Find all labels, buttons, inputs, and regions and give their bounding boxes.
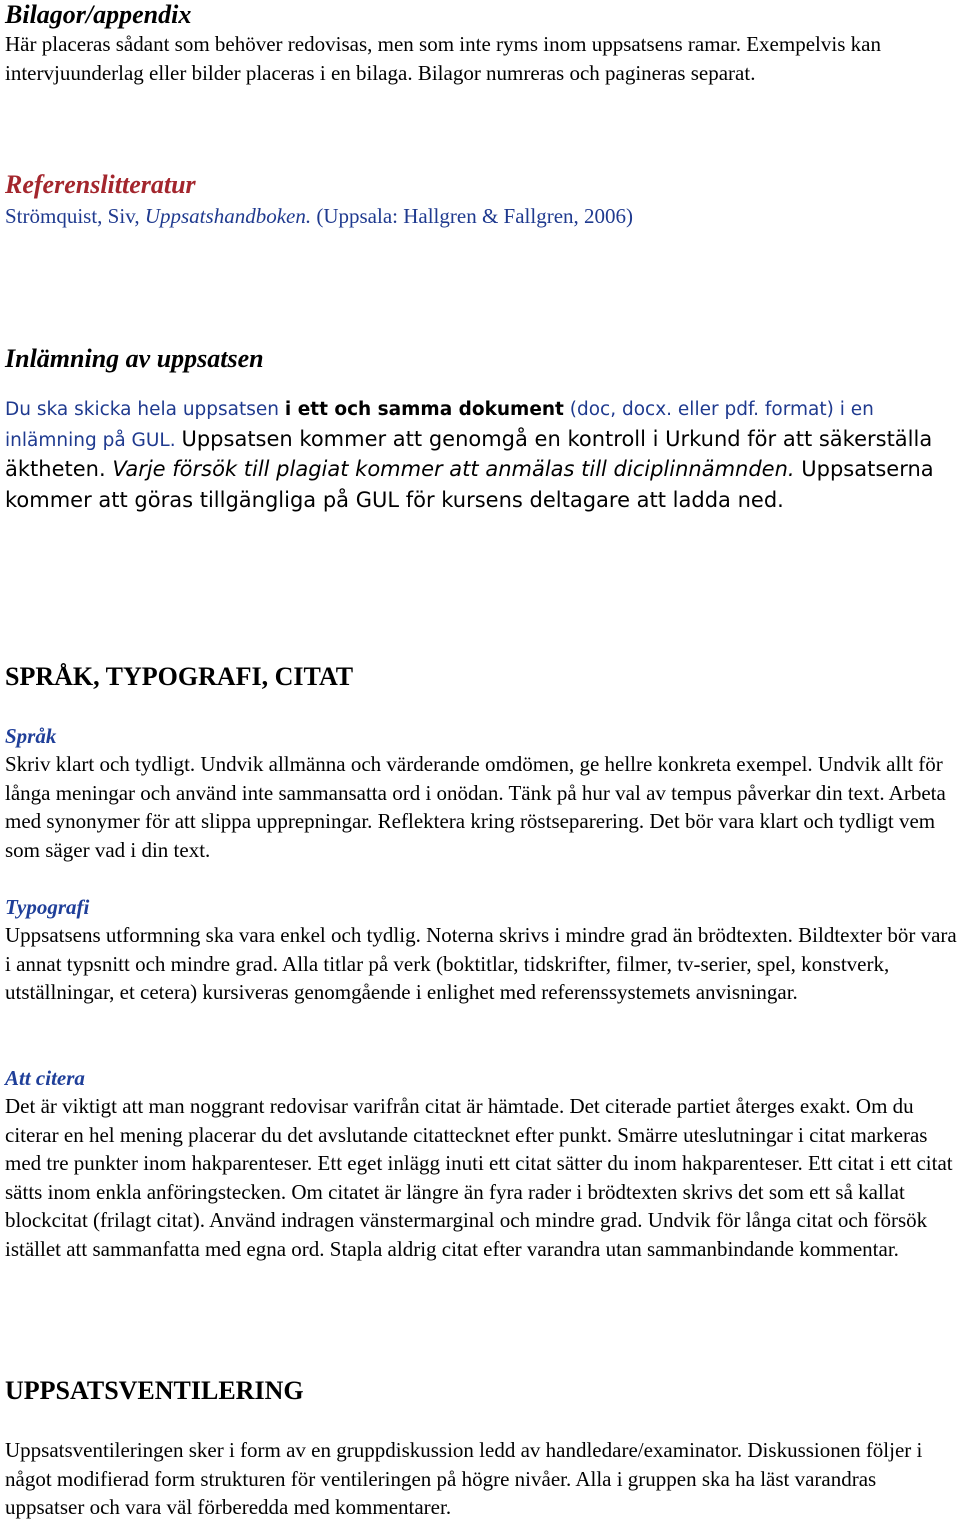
heading-sprak: Språk [5,724,57,748]
subsection-typografi [5,893,957,1007]
sprak-text: Skriv klart och tydligt. Undvik allmänna och värderande omdömen, ge hellre konkreta exempel. Undvik allt för långa meningar och använd inte sammansatta ord i onödan. Tänk på hur val av tempus påverkar din text. Arbeta med synonymer för att slippa upprepningar. Reflektera kring röstseparering. Det bör vara klart och tydligt vem som säger vad i din text. [5,752,946,862]
heading-ventilering: UPPSATSVENTILERING [5,1376,304,1405]
section-inlamning [5,344,957,516]
referens-author: Strömquist, Siv, [5,204,145,228]
inlamning-part3: Uppsatsen kommer att genomgå en kontroll i Urkund för att säkerställa äktheten. [5,426,933,481]
inlamning-bold: i ett och samma dokument [284,399,564,420]
bilagor-text: Här placeras sådant som behöver redovisas, men som inte ryms inom uppsatsens ramar. Exempelvis kan intervjuunderlag eller bilder placeras i en bilaga. Bilagor numreras och pagineras separat. [5,32,881,85]
subsection-sprak [5,722,957,864]
section-referens [5,170,957,231]
inlamning-part4: Uppsatserna kommer att göras tillgängliga på GUL för kursens deltagare att ladda ned. [5,457,934,512]
section-sprak-typografi-citat [5,662,957,692]
referens-title: Uppsatshandboken. [144,204,312,228]
heading-inlamning: Inlämning av uppsatsen [5,344,264,373]
heading-bilagor: Bilagor/appendix [5,0,192,29]
heading-sprak-typografi-citat: SPRÅK, TYPOGRAFI, CITAT [5,662,354,691]
referens-rest: (Uppsala: Hallgren & Fallgren, 2006) [311,204,634,228]
ventilering-text: Uppsatsventileringen sker i form av en gruppdiskussion ledd av handledare/examinator. Diskussionen följer i något modifierad form strukturen för ventileringen på högre nivåer. Alla i gruppen ska ha läst varandras uppsatser och vara väl förberedda med kommentarer. [5,1438,923,1519]
inlamning-text [5,396,957,516]
inlamning-part2: (doc, docx. eller pdf. format) i en inlämning på GUL. [5,399,874,451]
typografi-text: Uppsatsens utformning ska vara enkel och tydlig. Noterna skrivs i mindre grad än brödtexten. Bildtexter bör vara i annat typsnitt och mindre grad. Alla titlar på verk (boktitlar, tidskrifter, filmer, tv-serier, spel, konstverk, utställningar, et cetera) kursiveras genomgående i enlighet med referenssystemets anvisningar. [5,923,957,1004]
heading-typografi: Typografi [5,895,90,919]
referens-text [5,202,957,231]
inlamning-part1: Du ska skicka hela uppsatsen [5,399,285,420]
heading-citera: Att citera [5,1066,85,1090]
inlamning-italic: Varje försök till plagiat kommer att anmälas till diciplinnämnden. [112,457,795,481]
subsection-citera [5,1064,957,1263]
heading-referens: Referenslitteratur [5,170,196,199]
section-bilagor [5,0,957,87]
section-ventilering [5,1376,957,1522]
citera-text: Det är viktigt att man noggrant redovisar varifrån citat är hämtade. Det citerade partiet återges exakt. Om du citerar en hel mening placerar du det avslutande citattecknet efter punkt. Smärre uteslutningar i citat markeras med tre punkter inom hakparenteser. Ett eget inlägg inuti ett citat sätter du inom hakparenteser. Ett citat i ett citat sätts inom enkla anföringstecken. Om citatet är längre än fyra rader i brödtexten skrivs det som ett så kallat blockcitat (frilagt citat). Använd indragen vänstermarginal och mindre grad. Undvik för långa citat och försök istället att sammanfatta med egna ord. Stapla aldrig citat efter varandra utan sammanbindande kommentar. [5,1094,953,1261]
